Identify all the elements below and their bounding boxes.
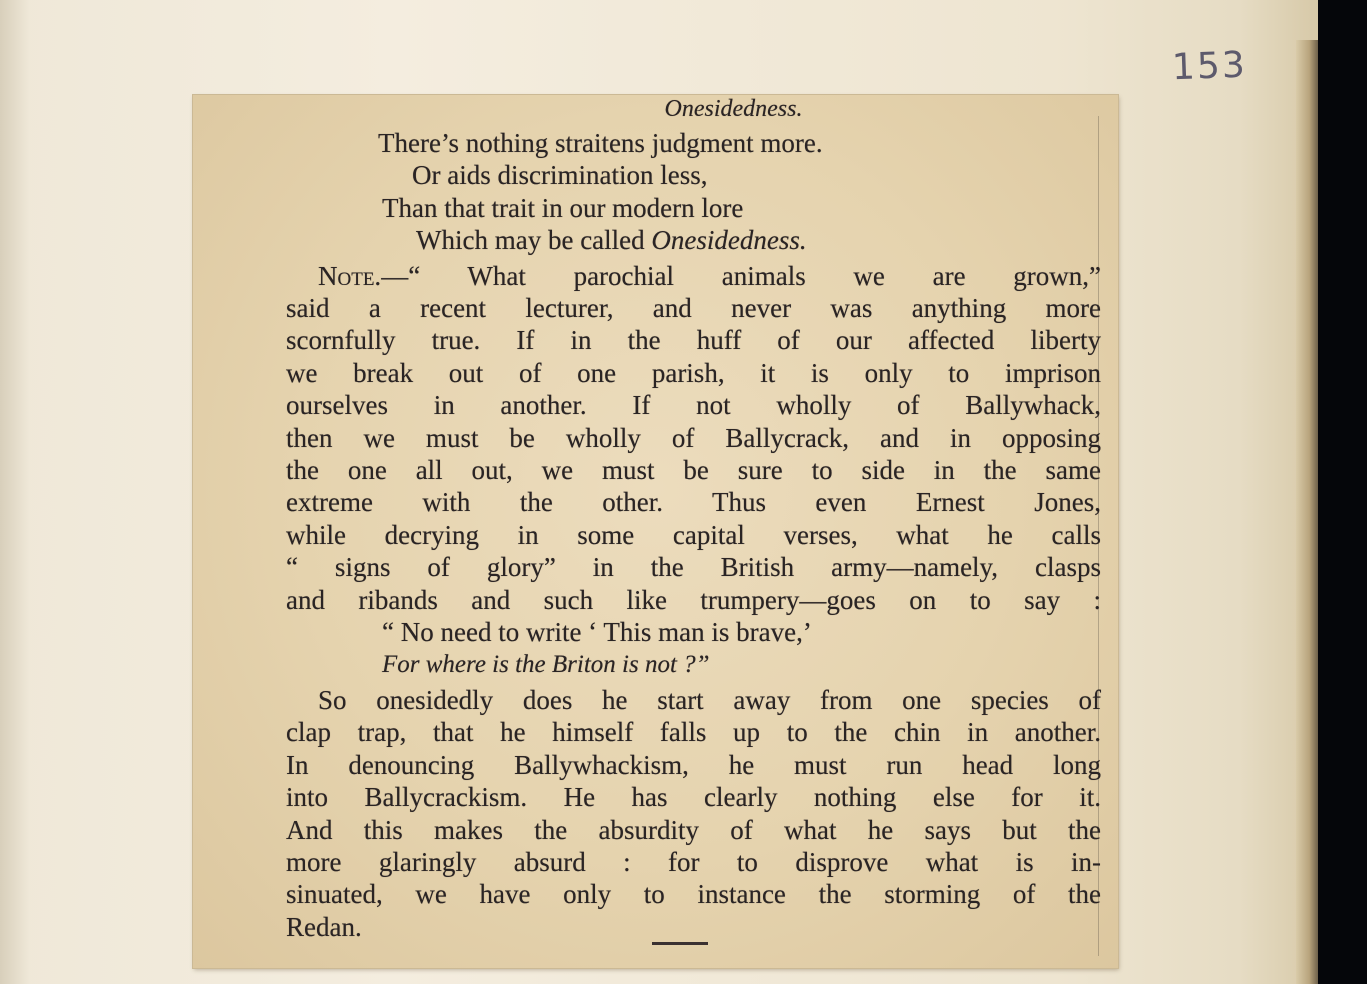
note-line: extreme with the other. Thus even Ernest Jones, <box>286 487 1101 518</box>
note-line: while decrying in some capital verses, what he calls <box>286 519 1101 550</box>
note-label: Note. <box>318 260 382 291</box>
gutter-shadow <box>0 0 30 984</box>
note-line: “ signs of glory” in the British army—namely, clasps <box>286 552 1101 583</box>
quote-line: For where is the Briton is not ?” <box>382 650 710 678</box>
closing-paragraph <box>286 684 1101 943</box>
closing-line: Redan. <box>286 911 362 942</box>
page-number: 153 <box>1171 44 1248 89</box>
closing-line: And this makes the absurdity of what he says but the <box>286 814 1101 845</box>
quote-line: “ No need to write ‘ This man is brave,’ <box>382 617 812 648</box>
note-line: we break out of one parish, it is only to imprison <box>286 357 1101 388</box>
page-edge <box>1296 40 1318 984</box>
note-line: the one all out, we must be sure to side in the same <box>286 455 1101 486</box>
closing-line: In denouncing Ballywhackism, he must run head long <box>286 749 1101 780</box>
note-paragraph <box>286 260 1101 616</box>
headline: Onesidedness. <box>664 96 803 122</box>
note-line: and ribands and such like trumpery—goes on to say : <box>286 584 1101 615</box>
verse-line: Than that trait in our modern lore <box>382 192 744 223</box>
closing-line: clap trap, that he himself falls up to the chin in another. <box>286 717 1101 748</box>
verse-text: Which may be called <box>416 225 652 256</box>
note-line: ourselves in another. If not wholly of Ballywhack, <box>286 390 1101 421</box>
clipping-text <box>286 96 1101 943</box>
closing-line: sinuated, we have only to instance the storming of the <box>286 879 1101 910</box>
verse-line-last <box>286 224 1101 256</box>
note-line: then we must be wholly of Ballycrack, and in opposing <box>286 422 1101 453</box>
verse-line: Or aids discrimination less, <box>412 160 708 191</box>
closing-line: So onesidedly does he start away from one species of <box>318 684 1101 715</box>
note-line: scornfully true. If in the huff of our affected liberty <box>286 325 1101 356</box>
verse-emphasis: Onesidedness. <box>651 225 807 256</box>
end-rule <box>652 942 708 945</box>
note-line: said a recent lecturer, and never was anything more <box>286 293 1101 324</box>
note-line <box>286 260 1101 292</box>
verse-line: There’s nothing straitens judgment more. <box>378 128 823 158</box>
note-line-text: —“ What parochial animals we are grown,” <box>381 260 1101 291</box>
closing-line: more glaringly absurd : for to disprove what is in- <box>286 846 1101 877</box>
closing-line: into Ballycrackism. He has clearly nothing else for it. <box>286 782 1101 813</box>
